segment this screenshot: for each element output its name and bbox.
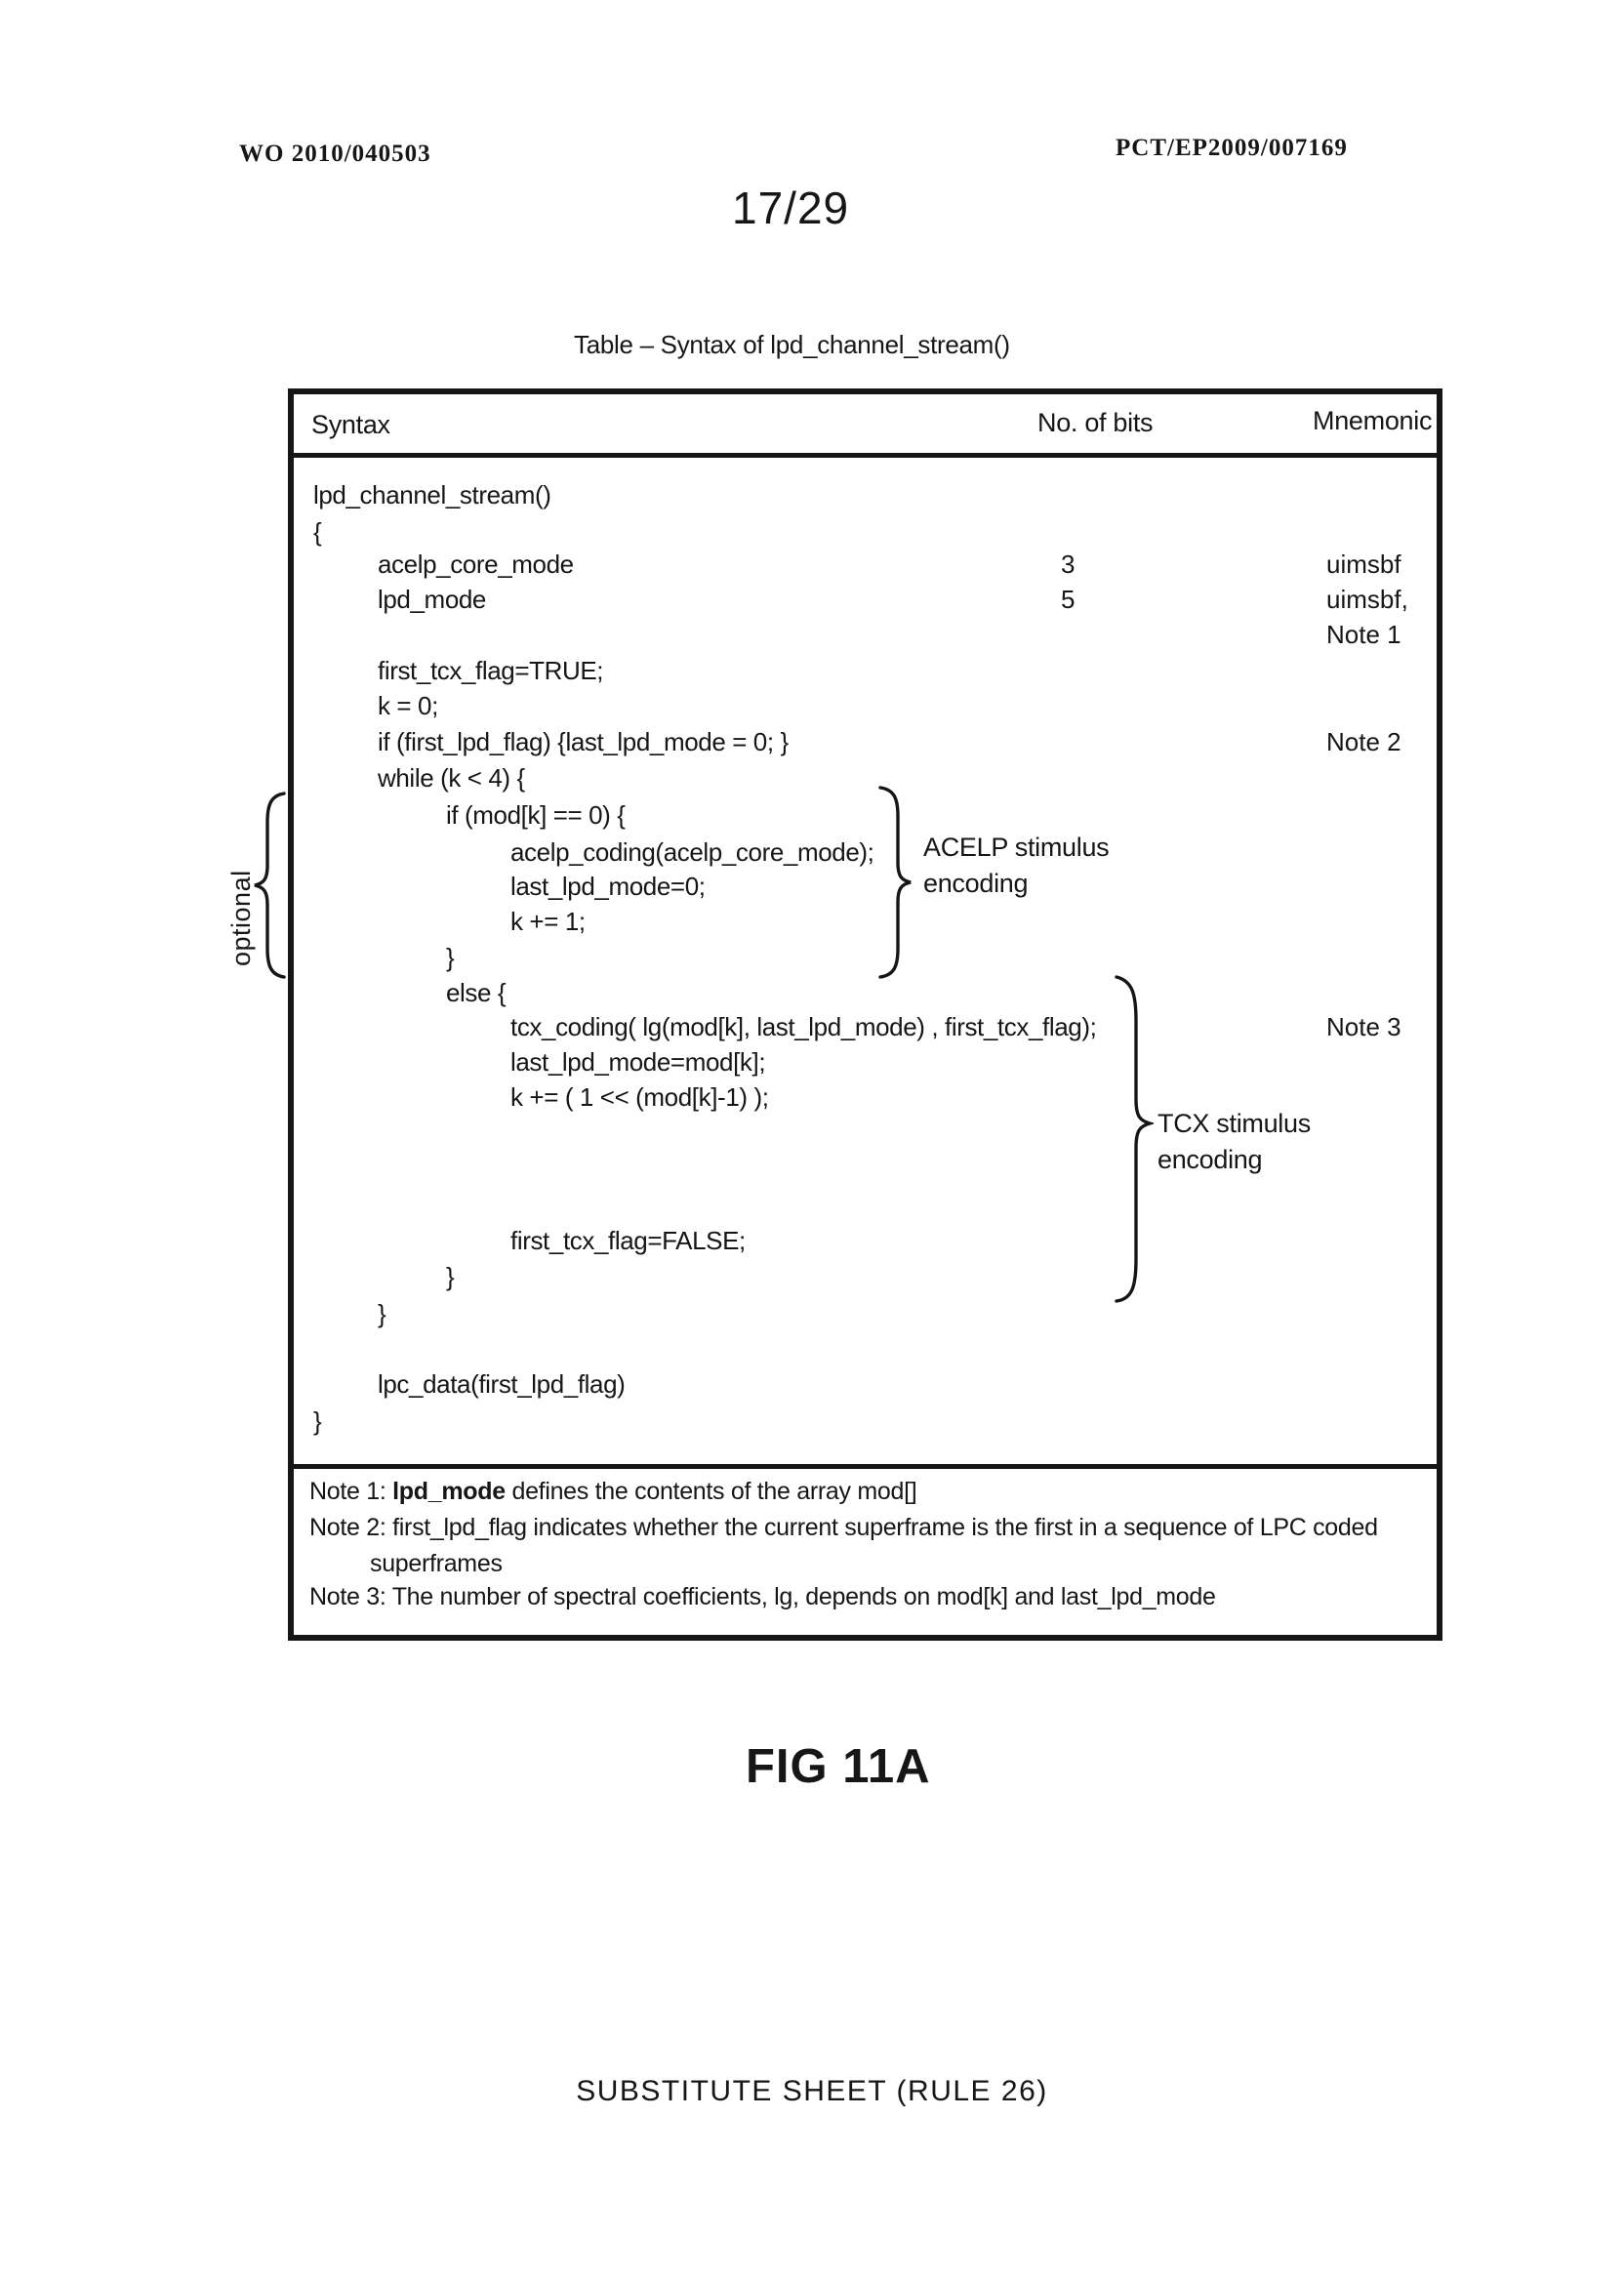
table-row (294, 691, 1437, 726)
code-text: if (first_lpd_flag) {last_lpd_mode = 0; } (378, 727, 789, 756)
publication-number: WO 2010/040503 (239, 141, 431, 167)
code-text: } (378, 1299, 386, 1328)
sheet-page-number: 17/29 (732, 183, 850, 233)
mnemonic-note-ref: Note 1 (1326, 620, 1401, 649)
code-text: acelp_core_mode (378, 550, 574, 579)
acelp-brace-icon (876, 785, 914, 980)
mnemonic-note-ref: Note 2 (1326, 727, 1401, 756)
note-2: Note 2: first_lpd_flag indicates whether the current superframe is the first in a sequence of LPC coded (309, 1514, 1378, 1541)
column-header-syntax: Syntax (311, 410, 390, 439)
figure-label: FIG 11A (746, 1740, 931, 1793)
code-text: k += ( 1 << (mod[k]-1) ); (510, 1082, 769, 1112)
code-text: last_lpd_mode=mod[k]; (510, 1047, 766, 1077)
mnemonic-value: uimsbf, (1326, 585, 1408, 614)
bits-value: 3 (1061, 550, 1076, 579)
table-row (294, 1369, 1437, 1405)
table-row (294, 727, 1437, 762)
note-3: Note 3: The number of spectral coefficients, lg, depends on mod[k] and last_lpd_mode (309, 1583, 1216, 1610)
acelp-annotation-label (923, 830, 1109, 902)
table-row (294, 1047, 1437, 1082)
table-row (294, 1262, 1437, 1297)
table-row (294, 978, 1437, 1013)
table-row (294, 837, 1437, 873)
code-text: else { (446, 978, 507, 1007)
table-row (294, 550, 1437, 585)
code-text: first_tcx_flag=FALSE; (510, 1226, 746, 1255)
note-1-keyword: lpd_mode (392, 1478, 506, 1505)
code-text: { (313, 517, 322, 547)
note-1-prefix: Note 1: (309, 1478, 393, 1505)
bits-value: 5 (1061, 585, 1076, 614)
code-text: if (mod[k] == 0) { (446, 800, 626, 830)
code-text: first_tcx_flag=TRUE; (378, 656, 604, 685)
note-1 (309, 1478, 916, 1506)
mnemonic-note-ref: Note 3 (1326, 1012, 1401, 1041)
code-text: lpc_data(first_lpd_flag) (378, 1369, 626, 1399)
notes-divider (294, 1464, 1437, 1469)
syntax-table (288, 388, 1442, 1641)
optional-brace-icon (252, 791, 287, 980)
code-text: k = 0; (378, 691, 438, 720)
table-row (294, 1226, 1437, 1261)
table-row (294, 1406, 1437, 1442)
table-row (294, 620, 1437, 655)
code-text: k += 1; (510, 907, 586, 936)
tcx-brace-icon (1111, 974, 1154, 1304)
header-divider (294, 453, 1437, 458)
table-row (294, 800, 1437, 835)
code-text: tcx_coding( lg(mod[k], last_lpd_mode) , first_tcx_flag); (510, 1012, 1097, 1041)
mnemonic-value: uimsbf (1326, 550, 1401, 579)
tcx-annotation-line1: TCX stimulus (1157, 1109, 1311, 1138)
table-row (294, 1299, 1437, 1334)
application-number: PCT/EP2009/007169 (1116, 135, 1348, 161)
code-text: } (313, 1406, 322, 1436)
acelp-annotation-line1: ACELP stimulus (923, 833, 1110, 862)
tcx-annotation-label (1157, 1106, 1311, 1178)
table-row (294, 585, 1437, 620)
table-row (294, 517, 1437, 552)
code-text: acelp_coding(acelp_core_mode); (510, 837, 874, 867)
acelp-annotation-line2: encoding (923, 869, 1029, 898)
code-text: last_lpd_mode=0; (510, 872, 706, 901)
table-row (294, 943, 1437, 978)
note-1-text: defines the contents of the array mod[] (505, 1478, 917, 1505)
table-row (294, 1012, 1437, 1047)
code-text: } (446, 943, 455, 972)
table-title: Table – Syntax of lpd_channel_stream() (574, 330, 1010, 359)
table-row (294, 763, 1437, 798)
table-row (294, 872, 1437, 907)
optional-annotation-label: optional (226, 870, 256, 966)
code-text: while (k < 4) { (378, 763, 525, 793)
code-text: lpd_channel_stream() (313, 480, 551, 509)
column-header-bits: No. of bits (1037, 408, 1154, 437)
code-text: lpd_mode (378, 585, 486, 614)
footer-text: SUBSTITUTE SHEET (RULE 26) (576, 2075, 1048, 2107)
table-row (294, 656, 1437, 691)
table-row (294, 480, 1437, 515)
code-text: } (446, 1262, 455, 1291)
tcx-annotation-line2: encoding (1157, 1145, 1263, 1174)
note-2-continued: superframes (370, 1550, 503, 1577)
table-row (294, 907, 1437, 942)
column-header-mnemonic: Mnemonic (1313, 406, 1433, 435)
